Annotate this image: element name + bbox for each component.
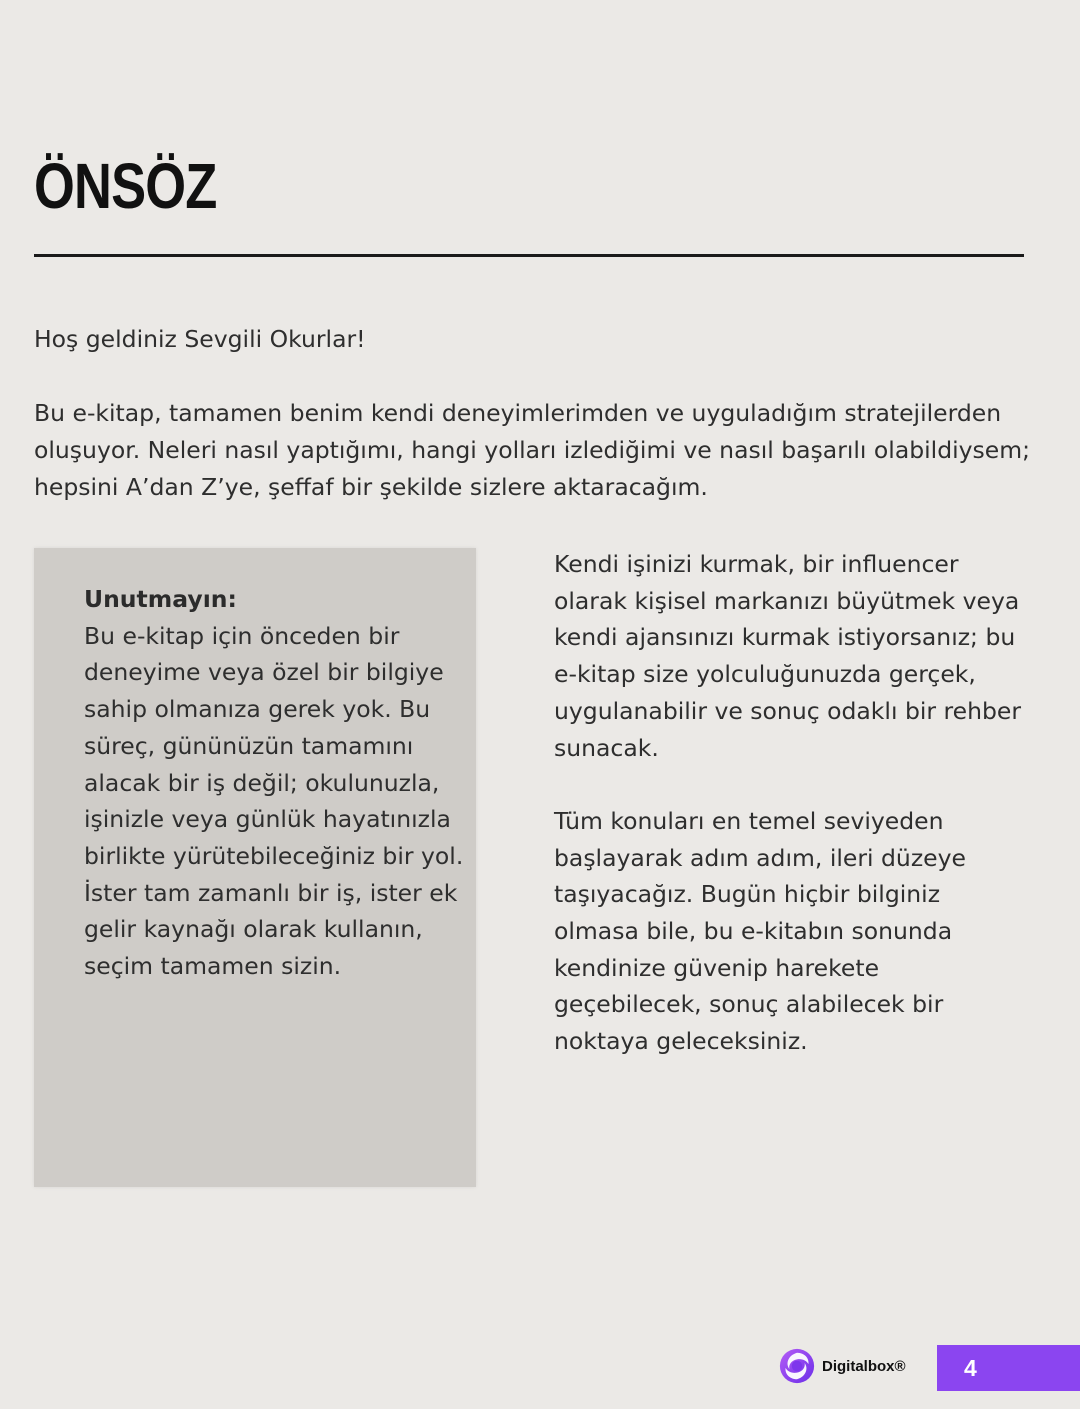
brand-name: Digitalbox®	[822, 1357, 906, 1375]
right-paragraph-2: Tüm konuları en temel seviyeden başlayarak adım adım, ileri düzeye taşıyacağız. Bugün hiçbir bilginiz olmasa bile, bu e-kitabın sonunda kendinize güvenip harekete geçebilecek, sonuç alabilecek bir noktaya geleceksiniz.	[554, 806, 966, 1056]
right-paragraph-1: Kendi işinizi kurmak, bir influencer olarak kişisel markanızı büyütmek veya kendi ajansınızı kurmak istiyorsanız; bu e-kitap size yolculuğunuzda gerçek, uygulanabilir ve sonuç odaklı bir rehber sunacak.	[554, 550, 1022, 762]
right-column-text	[554, 546, 1024, 1060]
callout-heading: Unutmayın:	[84, 585, 237, 613]
title-divider	[34, 254, 1024, 257]
reminder-callout	[34, 548, 476, 1187]
brand	[778, 1347, 906, 1385]
callout-content	[84, 581, 464, 985]
intro-paragraph: Bu e-kitap, tamamen benim kendi deneyimlerimden ve uyguladığım stratejilerden oluşuyor. Neleri nasıl yaptığımı, hangi yolları izlediğimi ve nasıl başarılı olabildiysem; hepsini A’dan Z’ye, şeffaf bir şekilde sizlere aktaracağım.	[34, 399, 1031, 501]
greeting-text: Hoş geldiniz Sevgili Okurlar!	[34, 325, 366, 353]
digitalbox-logo-icon	[778, 1347, 816, 1385]
page-title: ÖNSÖZ	[34, 150, 217, 222]
intro-section	[34, 321, 1044, 506]
page-number-badge	[937, 1345, 1080, 1391]
page-number: 4	[964, 1354, 977, 1381]
callout-body: Bu e-kitap için önceden bir deneyime veya özel bir bilgiye sahip olmanıza gerek yok. Bu süreç, gününüzün tamamını alacak bir iş değil; okulunuzla, işinizle veya günlük hayatınızla birlikte yürütebileceğiniz bir yol. İster tam zamanlı bir iş, ister ek gelir kaynağı olarak kullanın, seçim tamamen sizin.	[84, 621, 464, 981]
